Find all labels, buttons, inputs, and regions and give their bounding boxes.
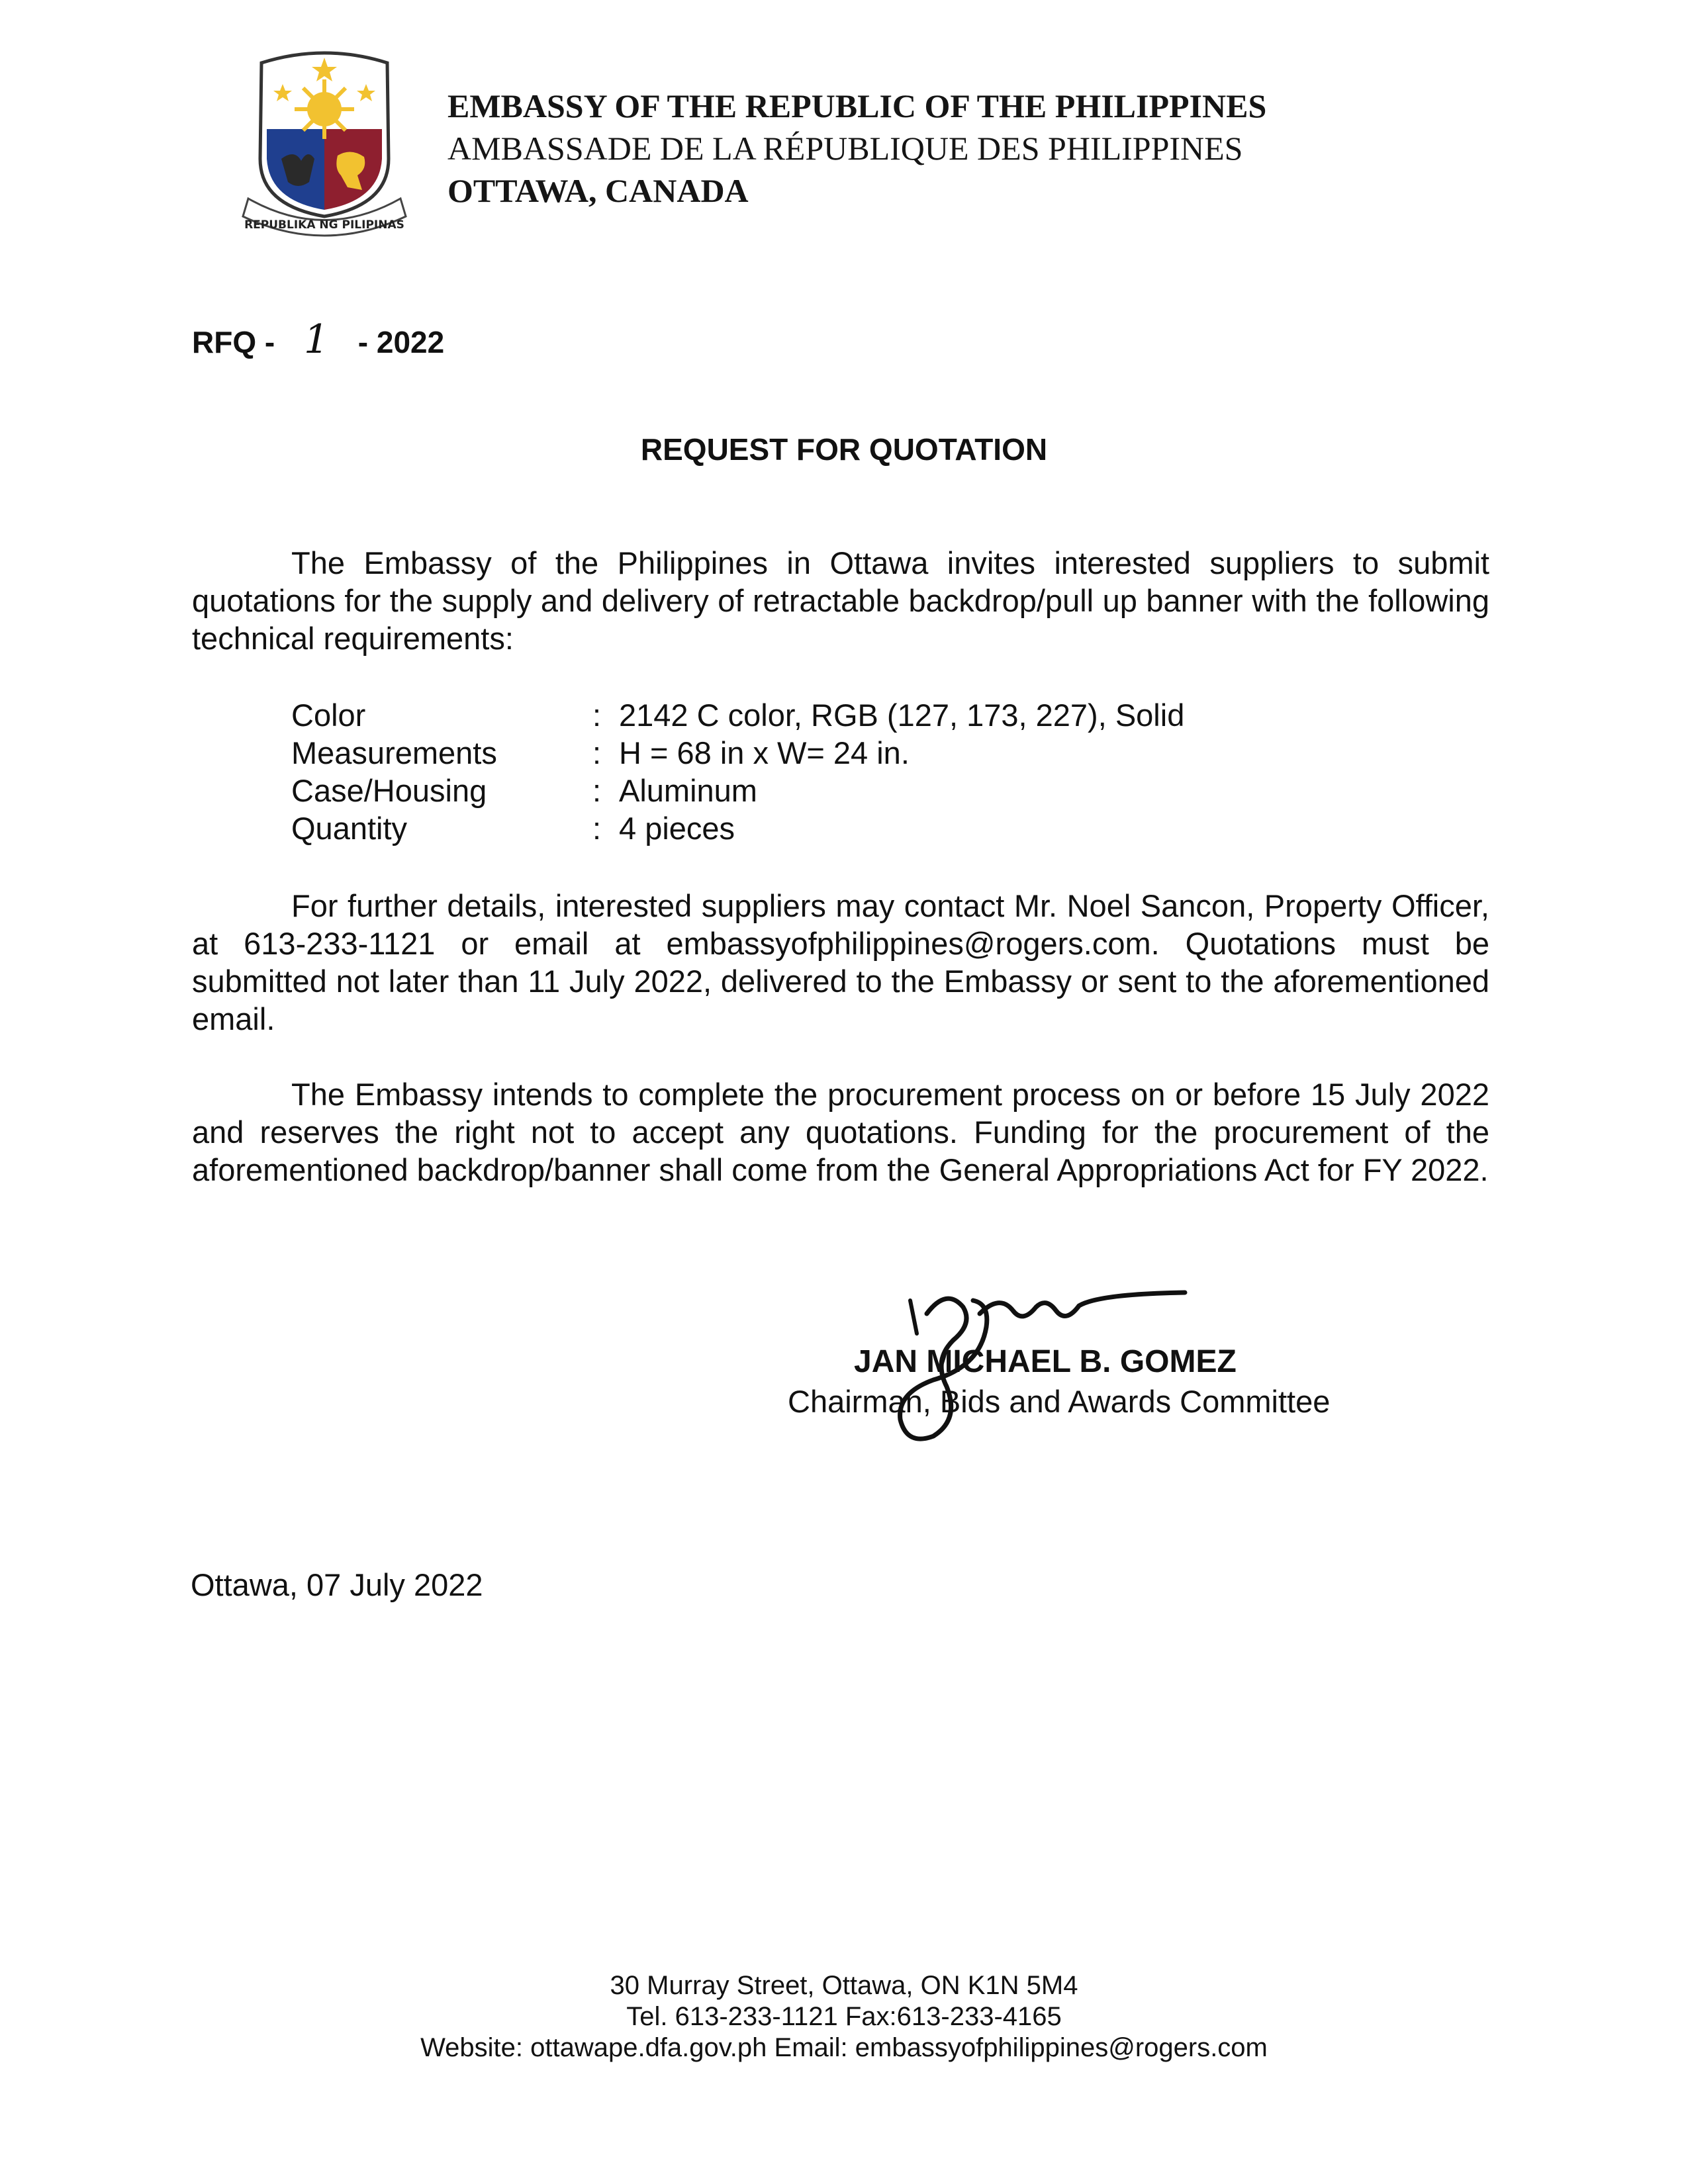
signatory-name: JAN MICHAEL B. GOMEZ — [854, 1344, 1237, 1379]
embassy-location: OTTAWA, CANADA — [447, 172, 749, 209]
rfq-reference — [192, 316, 444, 363]
spec-value: 4 pieces — [619, 811, 735, 846]
spec-label: Measurements — [291, 735, 497, 770]
spec-label: Case/Housing — [291, 773, 487, 808]
spec-value: 2142 C color, RGB (127, 173, 227), Solid — [619, 698, 1185, 733]
spec-separator: : — [592, 811, 602, 846]
intro-paragraph — [192, 544, 1489, 657]
spec-value: Aluminum — [619, 773, 757, 808]
philippines-seal-icon — [235, 43, 414, 242]
spec-separator: : — [592, 773, 602, 808]
spec-row — [291, 734, 1184, 772]
letterhead — [447, 85, 1266, 212]
embassy-name-french: AMBASSADE DE LA RÉPUBLIQUE DES PHILIPPINES — [447, 130, 1243, 167]
closing-paragraph — [192, 1075, 1489, 1189]
spec-row — [291, 809, 1184, 847]
contact-text: For further details, interested suppliers may contact Mr. Noel Sancon, Property Officer, at 613-233-1121 or email at embassyofphilippines@rogers.com. Quotations must be submitted not later than 11 July 2022, delivered to the Embassy or sent to the aforementioned email. — [192, 888, 1489, 1036]
intro-text: The Embassy of the Philippines in Ottawa invites interested suppliers to submit quotations for the supply and delivery of retractable backdrop/pull up banner with the following technical requirements: — [192, 545, 1489, 656]
place-date: Ottawa, 07 July 2022 — [191, 1567, 483, 1602]
rfq-year: - 2022 — [357, 325, 445, 359]
specs-list — [291, 696, 1184, 847]
spec-value: H = 68 in x W= 24 in. — [619, 735, 910, 770]
svg-text:REPUBLIKA NG PILIPINAS: REPUBLIKA NG PILIPINAS — [244, 218, 404, 232]
spec-separator: : — [592, 698, 602, 733]
spec-label: Quantity — [291, 811, 408, 846]
footer-phone: Tel. 613-233-1121 Fax:613-233-4165 — [626, 2002, 1062, 2031]
spec-label: Color — [291, 698, 366, 733]
document-title: REQUEST FOR QUOTATION — [640, 432, 1048, 467]
rfq-number: 1 — [303, 316, 330, 363]
footer-address: 30 Murray Street, Ottawa, ON K1N 5M4 — [610, 1971, 1078, 2000]
rfq-prefix: RFQ - — [192, 325, 275, 359]
embassy-name-english: EMBASSY OF THE REPUBLIC OF THE PHILIPPINES — [447, 87, 1267, 124]
footer-web: Website: ottawape.dfa.gov.ph Email: embassyofphilippines@rogers.com — [420, 2033, 1268, 2062]
spec-row — [291, 696, 1184, 734]
footer — [0, 1970, 1688, 2064]
closing-text: The Embassy intends to complete the procurement process on or before 15 July 2022 and reserves the right not to accept any quotations. Funding for the procurement of the aforementioned backdrop/banner shall come from the General Appropriations Act for FY 2022. — [192, 1077, 1489, 1187]
signatory-title: Chairman, Bids and Awards Committee — [788, 1384, 1331, 1419]
contact-paragraph — [192, 887, 1489, 1038]
spec-separator: : — [592, 735, 602, 770]
spec-row — [291, 772, 1184, 809]
